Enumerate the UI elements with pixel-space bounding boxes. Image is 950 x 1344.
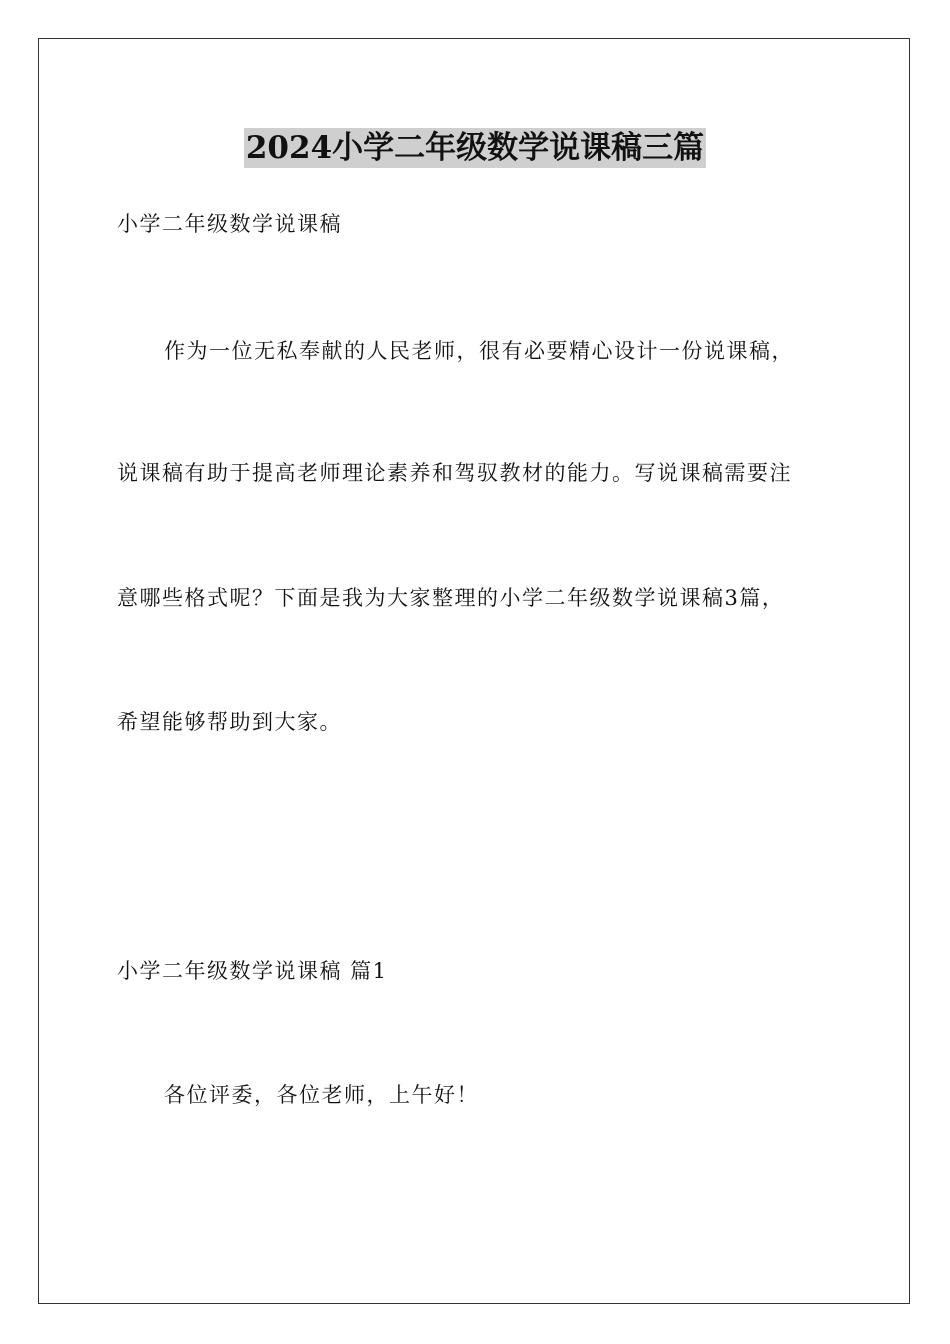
greeting-paragraph: 各位评委，各位老师，上午好！	[164, 1083, 479, 1107]
intro-line-1: 作为一位无私奉献的人民老师，很有必要精心设计一份说课稿，	[164, 339, 794, 363]
intro-line-3: 意哪些格式呢？下面是我为大家整理的小学二年级数学说课稿3篇，	[117, 586, 785, 610]
title-container	[0, 128, 950, 168]
intro-line-2: 说课稿有助于提高老师理论素养和驾驭教材的能力。写说课稿需要注	[117, 461, 792, 485]
subheading: 小学二年级数学说课稿	[117, 212, 342, 236]
section-heading: 小学二年级数学说课稿 篇1	[117, 959, 388, 983]
document-title: 2024小学二年级数学说课稿三篇	[245, 130, 705, 166]
intro-line-4: 希望能够帮助到大家。	[117, 710, 342, 734]
